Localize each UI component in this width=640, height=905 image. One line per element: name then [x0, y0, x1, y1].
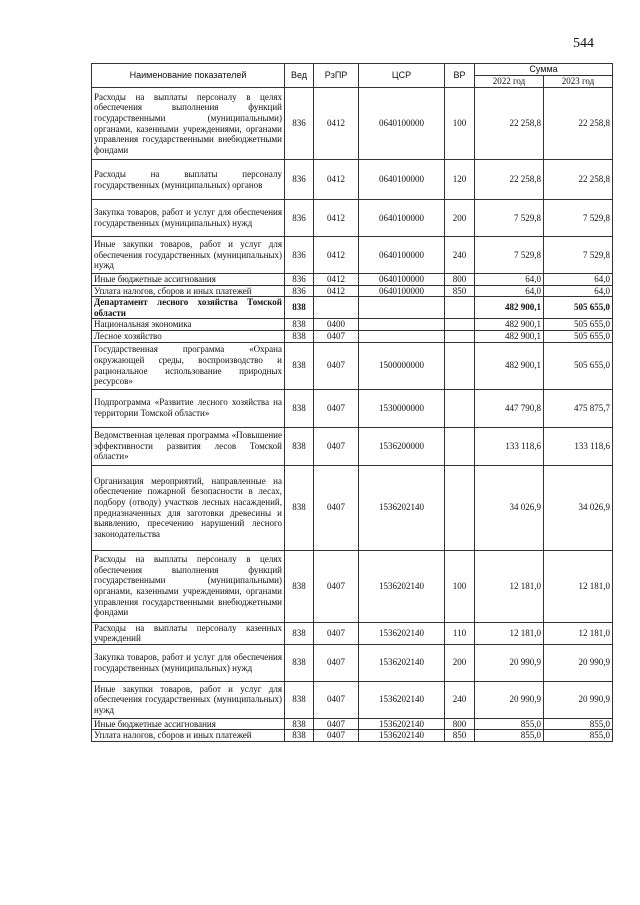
table-row	[92, 730, 613, 742]
row-sum-2022: 20 990,9	[475, 681, 544, 718]
row-vr: 120	[445, 160, 475, 200]
row-csr: 1530000000	[359, 389, 445, 427]
row-ved: 838	[285, 622, 314, 644]
row-vr	[445, 297, 475, 319]
row-ved: 838	[285, 342, 314, 389]
header-csr: ЦСР	[359, 64, 445, 88]
row-csr: 0640100000	[359, 285, 445, 297]
table-row	[92, 160, 613, 200]
table-row	[92, 330, 613, 342]
header-sum: Сумма	[475, 64, 613, 76]
row-rzpr: 0407	[314, 389, 359, 427]
table-row	[92, 237, 613, 274]
row-rzpr	[314, 297, 359, 319]
row-csr: 0640100000	[359, 274, 445, 286]
row-ved: 836	[285, 200, 314, 237]
row-csr	[359, 330, 445, 342]
row-csr	[359, 319, 445, 331]
row-name: Организация мероприятий, направленные на обеспечение пожарной безопасности в лесах, подбору (отводу) участков лесных насаждений, предназначенных для заготовки древесины и выявлению, пресечению нарушений лесного законодательства	[92, 465, 285, 550]
row-sum-2023: 505 655,0	[544, 297, 613, 319]
row-csr: 1536202140	[359, 730, 445, 742]
row-vr	[445, 319, 475, 331]
table-row	[92, 644, 613, 681]
row-name: Закупка товаров, работ и услуг для обеспечения государственных (муниципальных) нужд	[92, 644, 285, 681]
row-rzpr: 0412	[314, 88, 359, 160]
table-body	[92, 88, 613, 742]
row-name: Подпрограмма «Развитие лесного хозяйства на территории Томской области»	[92, 389, 285, 427]
row-sum-2022: 7 529,8	[475, 200, 544, 237]
row-name: Ведомственная целевая программа «Повышение эффективности развития лесов Томской области»	[92, 427, 285, 465]
row-name: Уплата налогов, сборов и иных платежей	[92, 285, 285, 297]
row-sum-2023: 12 181,0	[544, 622, 613, 644]
row-sum-2022: 64,0	[475, 274, 544, 286]
row-csr: 0640100000	[359, 160, 445, 200]
row-csr: 1536202140	[359, 622, 445, 644]
row-ved: 836	[285, 237, 314, 274]
row-csr: 1536202140	[359, 644, 445, 681]
row-sum-2023: 22 258,8	[544, 88, 613, 160]
row-vr: 850	[445, 730, 475, 742]
row-sum-2023: 34 026,9	[544, 465, 613, 550]
row-ved: 838	[285, 427, 314, 465]
table-row	[92, 389, 613, 427]
row-ved: 836	[285, 160, 314, 200]
row-vr	[445, 389, 475, 427]
row-sum-2023: 20 990,9	[544, 681, 613, 718]
row-rzpr: 0407	[314, 644, 359, 681]
row-name: Закупка товаров, работ и услуг для обеспечения государственных (муниципальных) нужд	[92, 200, 285, 237]
header-name: Наименование показателей	[92, 64, 285, 88]
row-sum-2022: 447 790,8	[475, 389, 544, 427]
row-name: Национальная экономика	[92, 319, 285, 331]
table-row	[92, 550, 613, 622]
row-csr: 1536202140	[359, 718, 445, 730]
row-csr: 0640100000	[359, 88, 445, 160]
row-vr: 100	[445, 88, 475, 160]
row-ved: 838	[285, 730, 314, 742]
row-rzpr: 0407	[314, 718, 359, 730]
row-vr	[445, 427, 475, 465]
row-ved: 836	[285, 274, 314, 286]
row-csr: 1536202140	[359, 465, 445, 550]
row-csr: 1536202140	[359, 550, 445, 622]
row-sum-2023: 505 655,0	[544, 342, 613, 389]
row-csr: 0640100000	[359, 237, 445, 274]
header-rzpr: РзПР	[314, 64, 359, 88]
row-sum-2023: 505 655,0	[544, 319, 613, 331]
row-sum-2022: 12 181,0	[475, 622, 544, 644]
row-sum-2022: 34 026,9	[475, 465, 544, 550]
row-rzpr: 0407	[314, 465, 359, 550]
table-row	[92, 274, 613, 286]
row-sum-2023: 12 181,0	[544, 550, 613, 622]
row-csr: 1536200000	[359, 427, 445, 465]
row-sum-2023: 22 258,8	[544, 160, 613, 200]
row-name: Иные закупки товаров, работ и услуг для обеспечения государственных (муниципальных) нужд	[92, 237, 285, 274]
page-number: 544	[573, 36, 594, 51]
row-vr: 200	[445, 644, 475, 681]
header-year-2023: 2023 год	[544, 76, 613, 88]
header-year-2022: 2022 год	[475, 76, 544, 88]
row-rzpr: 0407	[314, 330, 359, 342]
table-row	[92, 427, 613, 465]
header-vr: ВР	[445, 64, 475, 88]
row-rzpr: 0407	[314, 427, 359, 465]
row-sum-2023: 20 990,9	[544, 644, 613, 681]
row-csr: 1500000000	[359, 342, 445, 389]
row-ved: 836	[285, 285, 314, 297]
row-rzpr: 0407	[314, 622, 359, 644]
table-row	[92, 319, 613, 331]
row-sum-2023: 133 118,6	[544, 427, 613, 465]
table-row	[92, 681, 613, 718]
row-name: Расходы на выплаты персоналу в целях обеспечения выполнения функций государственными (муниципальными) органами, казенными учреждениями, органами управления государственными внебюджетными фондами	[92, 550, 285, 622]
row-sum-2022: 482 900,1	[475, 330, 544, 342]
row-vr	[445, 330, 475, 342]
row-rzpr: 0407	[314, 730, 359, 742]
row-vr: 100	[445, 550, 475, 622]
table-row	[92, 342, 613, 389]
row-sum-2023: 855,0	[544, 730, 613, 742]
row-csr: 0640100000	[359, 200, 445, 237]
row-sum-2022: 22 258,8	[475, 160, 544, 200]
row-name: Расходы на выплаты персоналу казенных учреждений	[92, 622, 285, 644]
row-ved: 838	[285, 644, 314, 681]
row-sum-2022: 20 990,9	[475, 644, 544, 681]
row-rzpr: 0412	[314, 160, 359, 200]
row-sum-2022: 482 900,1	[475, 297, 544, 319]
header-ved: Вед	[285, 64, 314, 88]
row-ved: 838	[285, 389, 314, 427]
table-row	[92, 622, 613, 644]
row-sum-2023: 475 875,7	[544, 389, 613, 427]
row-vr: 850	[445, 285, 475, 297]
row-csr: 1536202140	[359, 681, 445, 718]
row-sum-2022: 482 900,1	[475, 342, 544, 389]
row-rzpr: 0412	[314, 237, 359, 274]
row-vr: 800	[445, 718, 475, 730]
row-sum-2023: 7 529,8	[544, 200, 613, 237]
row-ved: 838	[285, 718, 314, 730]
row-name: Департамент лесного хозяйства Томской области	[92, 297, 285, 319]
row-sum-2022: 133 118,6	[475, 427, 544, 465]
budget-table	[91, 63, 613, 742]
row-ved: 838	[285, 550, 314, 622]
row-sum-2023: 7 529,8	[544, 237, 613, 274]
row-rzpr: 0412	[314, 274, 359, 286]
row-ved: 838	[285, 465, 314, 550]
row-vr	[445, 465, 475, 550]
row-sum-2023: 64,0	[544, 274, 613, 286]
row-name: Уплата налогов, сборов и иных платежей	[92, 730, 285, 742]
row-name: Расходы на выплаты персоналу в целях обеспечения выполнения функций государственными (муниципальными) органами, казенными учреждениями, органами управления государственными внебюджетными фондами	[92, 88, 285, 160]
row-sum-2022: 64,0	[475, 285, 544, 297]
row-vr: 200	[445, 200, 475, 237]
row-rzpr: 0412	[314, 285, 359, 297]
row-rzpr: 0407	[314, 681, 359, 718]
row-vr: 240	[445, 237, 475, 274]
row-name: Иные закупки товаров, работ и услуг для обеспечения государственных (муниципальных) нужд	[92, 681, 285, 718]
row-name: Иные бюджетные ассигнования	[92, 274, 285, 286]
row-ved: 838	[285, 330, 314, 342]
row-rzpr: 0412	[314, 200, 359, 237]
row-sum-2023: 855,0	[544, 718, 613, 730]
row-name: Иные бюджетные ассигнования	[92, 718, 285, 730]
table-row	[92, 465, 613, 550]
row-sum-2022: 482 900,1	[475, 319, 544, 331]
row-ved: 838	[285, 297, 314, 319]
table-row	[92, 200, 613, 237]
row-sum-2023: 64,0	[544, 285, 613, 297]
table-row	[92, 718, 613, 730]
row-vr: 110	[445, 622, 475, 644]
row-vr: 240	[445, 681, 475, 718]
row-name: Расходы на выплаты персоналу государственных (муниципальных) органов	[92, 160, 285, 200]
row-csr	[359, 297, 445, 319]
row-sum-2022: 22 258,8	[475, 88, 544, 160]
row-ved: 838	[285, 319, 314, 331]
row-vr: 800	[445, 274, 475, 286]
row-rzpr: 0400	[314, 319, 359, 331]
table-row	[92, 297, 613, 319]
row-sum-2023: 505 655,0	[544, 330, 613, 342]
row-sum-2022: 7 529,8	[475, 237, 544, 274]
row-name: Лесное хозяйство	[92, 330, 285, 342]
row-vr	[445, 342, 475, 389]
row-sum-2022: 855,0	[475, 730, 544, 742]
row-ved: 836	[285, 88, 314, 160]
row-sum-2022: 12 181,0	[475, 550, 544, 622]
row-rzpr: 0407	[314, 342, 359, 389]
row-ved: 838	[285, 681, 314, 718]
row-rzpr: 0407	[314, 550, 359, 622]
row-name: Государственная программа «Охрана окружающей среды, воспроизводство и рациональное использование природных ресурсов»	[92, 342, 285, 389]
table-row	[92, 88, 613, 160]
row-sum-2022: 855,0	[475, 718, 544, 730]
table-row	[92, 285, 613, 297]
